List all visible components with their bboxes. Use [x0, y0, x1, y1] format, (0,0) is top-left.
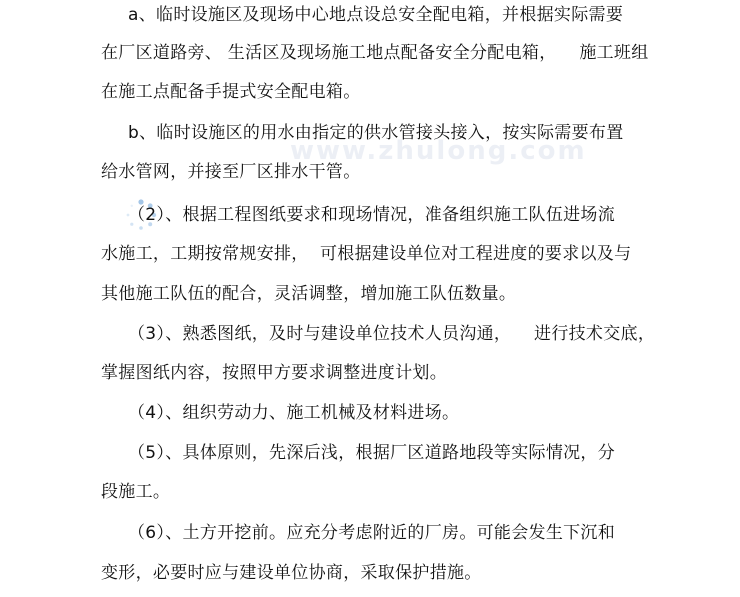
- paragraph-line: 段施工。: [101, 482, 171, 502]
- paragraph-line: 变形，必要时应与建设单位协商，采取保护措施。: [101, 563, 482, 583]
- paragraph-line: （6）、土方开挖前。应充分考虑附近的厂房。可能会发生下沉和: [128, 523, 616, 543]
- paragraph-line: （3）、熟悉图纸，及时与建设单位技术人员沟通， 进行技术交底，: [128, 324, 656, 344]
- paragraph-line: a、临时设施区及现场中心地点设总安全配电箱，并根据实际需要: [128, 5, 624, 25]
- paragraph-line: b、临时设施区的用水由指定的供水管接头接入，按实际需要布置: [128, 123, 624, 143]
- paragraph-line: 其他施工队伍的配合，灵活调整，增加施工队伍数量。: [101, 284, 517, 304]
- paragraph-line: 掌握图纸内容，按照甲方要求调整进度计划。: [101, 363, 447, 383]
- paragraph-line: （5）、具体原则，先深后浅，根据厂区道路地段等实际情况，分: [128, 443, 616, 463]
- paragraph-line: 在厂区道路旁、 生活区及现场施工地点配备安全分配电箱， 施工班组: [101, 43, 649, 63]
- paragraph-line: 给水管网，并接至厂区排水干管。: [101, 162, 361, 182]
- paragraph-line: 水施工，工期按常规安排， 可根据建设单位对工程进度的要求以及与: [101, 244, 632, 264]
- paragraph-line: （2）、根据工程图纸要求和现场情况，准备组织施工队伍进场流: [128, 205, 616, 225]
- watermark: www.zhulong.com: [290, 136, 587, 166]
- paragraph-line: 在施工点配备手提式安全配电箱。: [101, 82, 361, 102]
- paragraph-line: （4）、组织劳动力、施工机械及材料进场。: [128, 403, 460, 423]
